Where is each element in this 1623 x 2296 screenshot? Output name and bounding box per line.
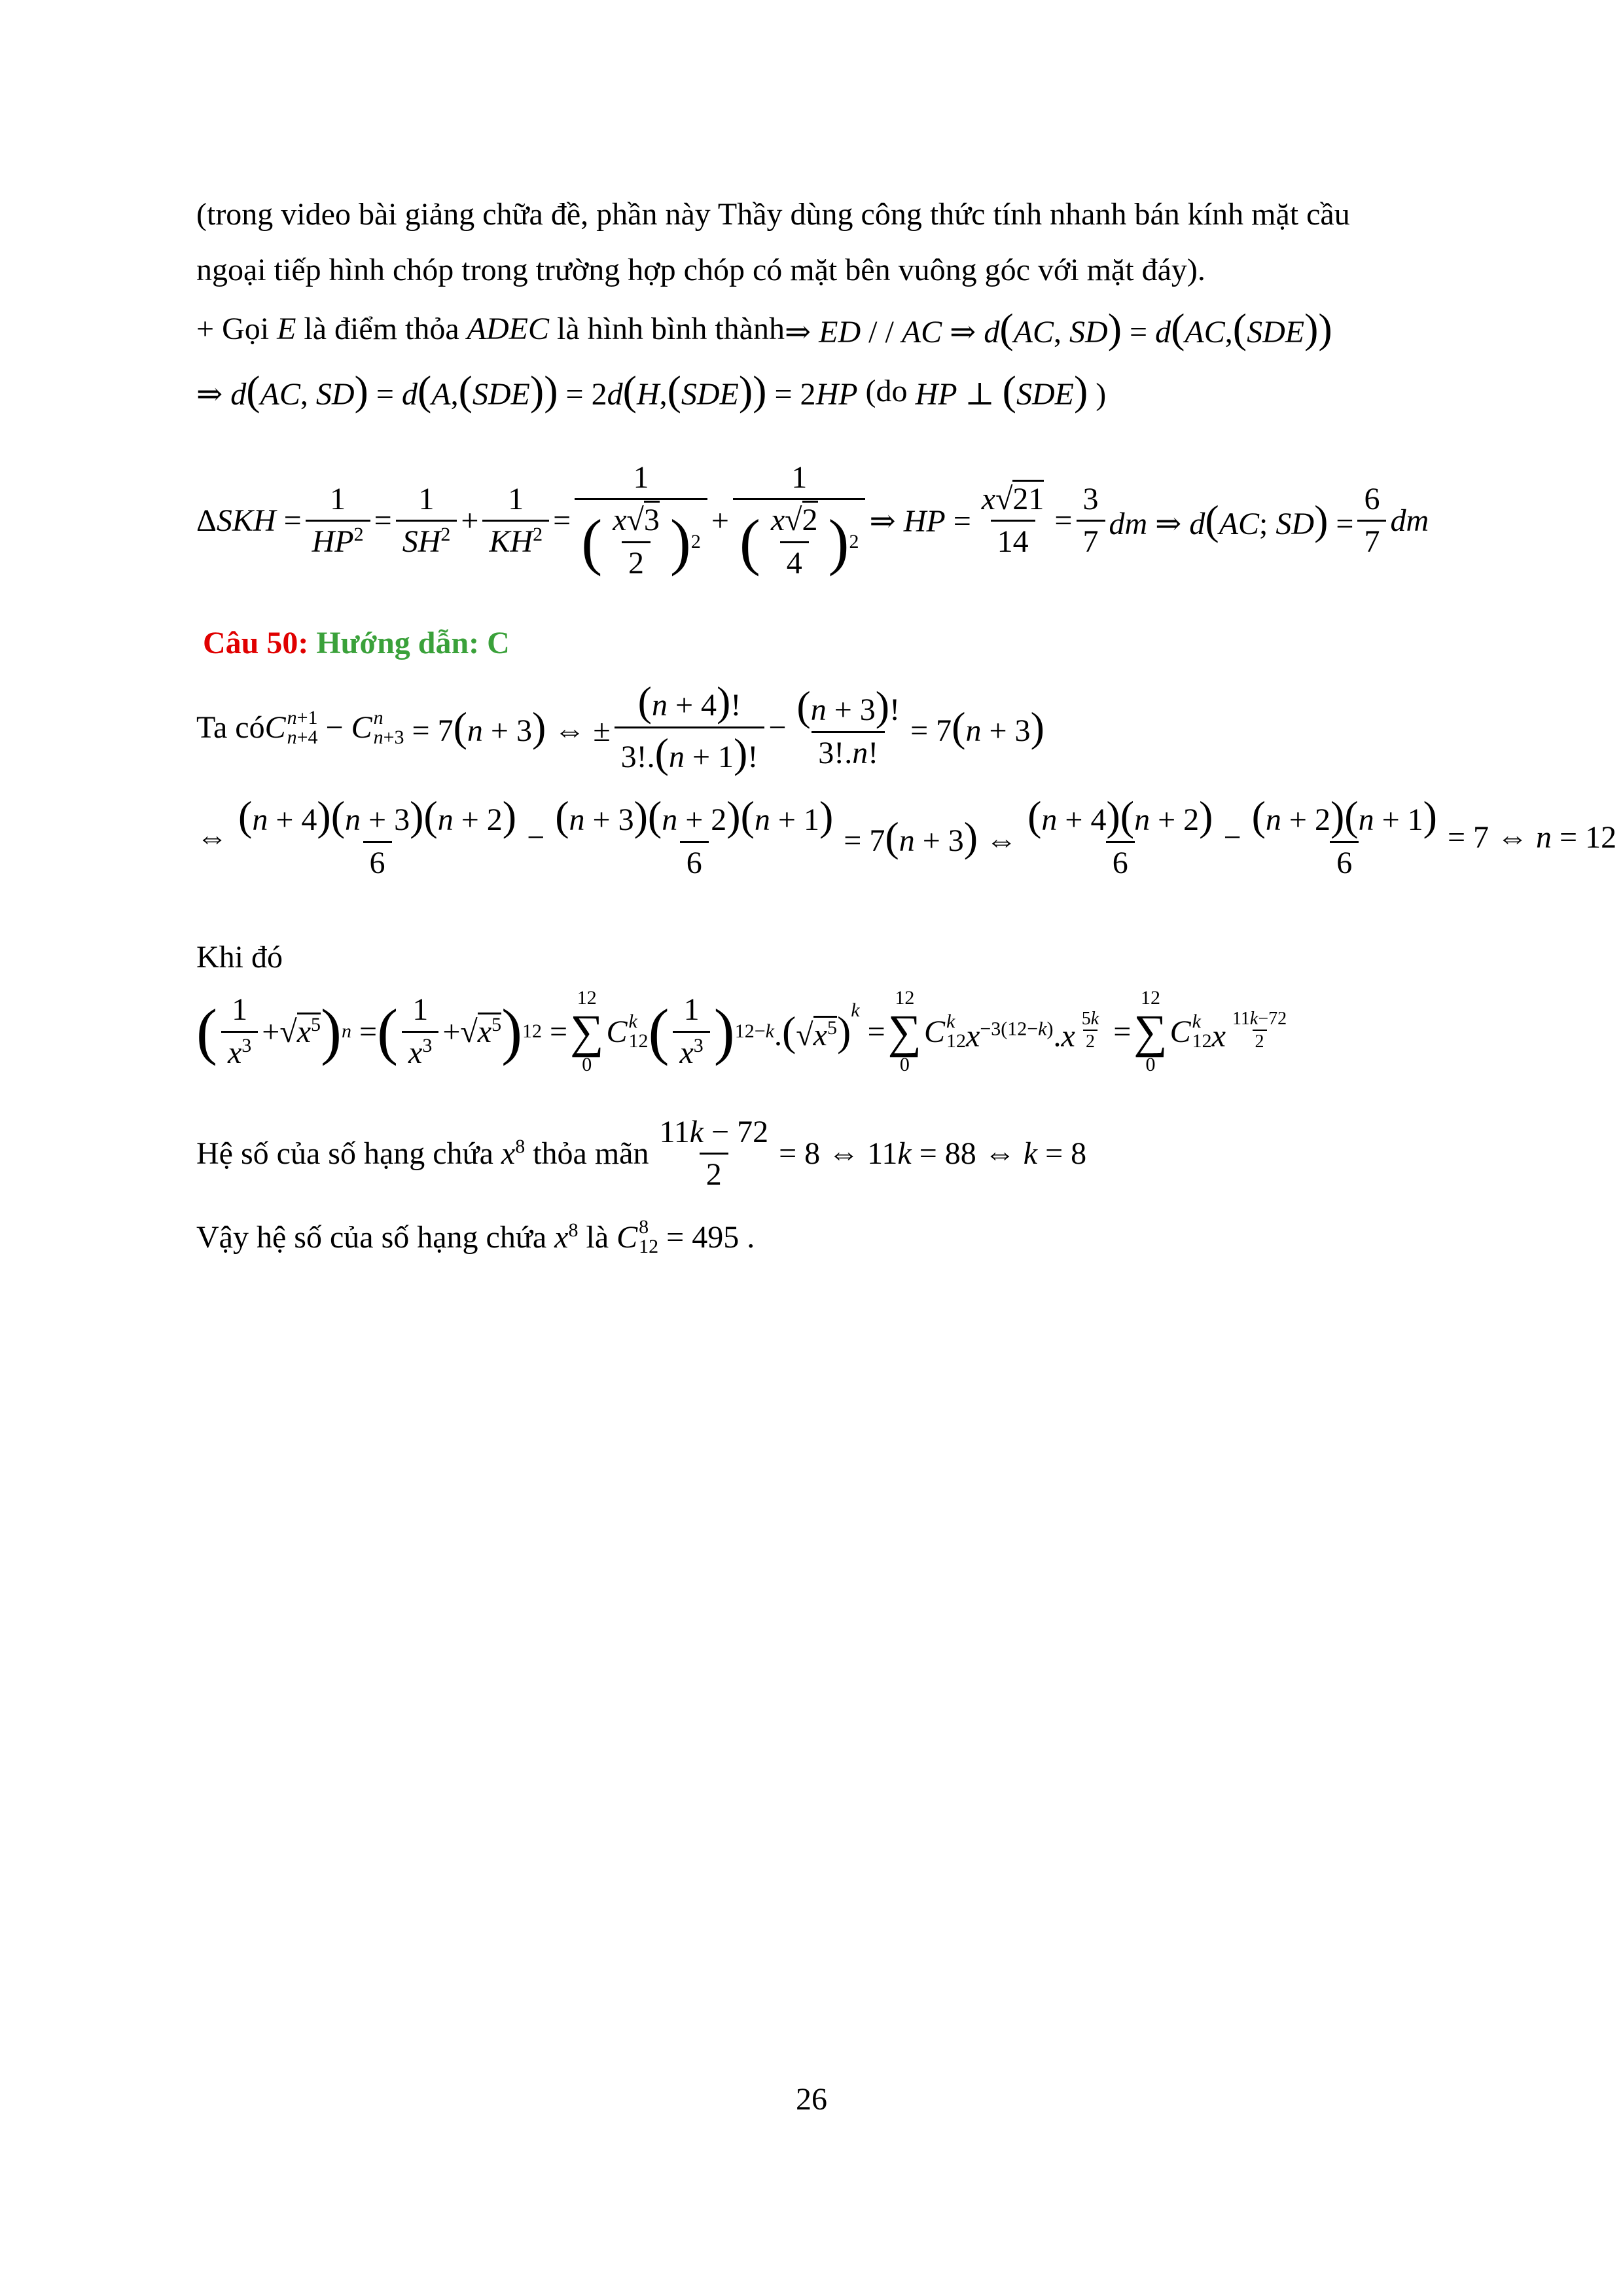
paragraph-khi-do	[196, 939, 283, 975]
text-vay: Vậy hệ số của số hạng chứa	[196, 1219, 547, 1255]
question-label: Câu 50:	[203, 626, 309, 660]
math-delta-skh: ΔSKH = $\frac{1}{HP^2}$ = $\frac{1}{SH^2}$ + $\frac{1}{KH^2}$ = 1 ( $\frac{x√3}{2}$ ) 2 + 1 ( $\frac{x√2}{4}$ ) 2 ⇒ HP = $\frac{x√21}{14}$ = $\frac{3}{7}$ dm ⇒ d(AC; SD) = $\frac{6}{7}$ dm	[196, 460, 1429, 581]
text-line-2: ngoại tiếp hình chóp trong trường hợp chóp có mặt bên vuông góc với mặt đáy).	[196, 253, 1205, 287]
paragraph-line-2	[196, 252, 1205, 288]
text-diem-thoa: là điểm thỏa	[304, 312, 459, 346]
text-do: (do	[865, 374, 908, 408]
math-equivalence: ⇔ $\frac{(n + 4)(n + 3)(n + 2)}{6}$ − $\frac{(n + 3)(n + 2)(n + 1)}{6}$ = 7(n + 3) ⇔ $\frac{(n + 4)(n + 2)}{6}$ − $\frac{(n + 2)(n + 1)}{6}$ = 7 ⇔ n = 12	[196, 793, 1617, 880]
question-answer: Hướng dẫn: C	[316, 626, 510, 660]
text-la: là	[586, 1219, 609, 1255]
math-E: E	[277, 312, 296, 346]
math-expr-1: ⇒ ED / / AC ⇒ d(AC, SD) = d(AC,(SDE))	[784, 305, 1332, 351]
result-value: 495	[692, 1219, 740, 1255]
text-ta-co: Ta có	[196, 710, 265, 745]
text-hinh-binh-thanh: là hình bình thành	[557, 312, 785, 346]
text-thoa-man: thỏa mãn	[533, 1136, 649, 1172]
math-ADEC: ADEC	[467, 312, 549, 346]
math-expr-3: HP ⊥ (SDE) )	[915, 367, 1107, 414]
math-binomial-expansion: ( $\frac{1}{x^3}$ $+√x^5$ ) n = ( $\frac{1}{x^3}$ $+√x^5$ ) 12 = 12 ∑ 0 C k 12 ( $\frac{1}{x^3}$ ) 12−k $.(√x^5)^k$ = 12 ∑ 0 C k 12 $x^{-3(12-k)}.x$ $^{\frac{5k}{2}}$ = 12 ∑ 0 C k 12 x $^{\frac{11k-72}{2}}$	[196, 987, 1287, 1075]
text-line-1: (trong video bài giảng chữa đề, phần này Thầy dùng công thức tính nhanh bán kính mặt cầu	[196, 197, 1350, 232]
text-khi-do: Khi đó	[196, 940, 283, 975]
paragraph-line-4	[196, 367, 1107, 414]
paragraph-line-1	[196, 196, 1350, 232]
paragraph-he-so: Hệ số của số hạng chứa $x^8$ thỏa mãn $\frac{11k - 72}{2}$ = 8 ⇔ 11k = 88 ⇔ k = 8	[196, 1115, 1087, 1193]
math-ta-co: Ta có C n+1 n+4 − C n n+3 = 7(n + 3) ⇔ ± $\frac{(n + 4)!}{3!.(n + 1)!}$ − $\frac{(n + 3)!}{3!.n!}$ = 7(n + 3)	[196, 678, 1044, 776]
period: .	[747, 1219, 755, 1255]
paragraph-vay: Vậy hệ số của số hạng chứa $x^8$ là C 8 12 = 495 .	[196, 1216, 755, 1257]
text-he-so: Hệ số của số hạng chứa	[196, 1136, 493, 1172]
paragraph-line-3	[196, 305, 1332, 351]
question-heading	[203, 625, 510, 661]
page-number: 26	[796, 2082, 827, 2117]
math-expr-2: ⇒ d(AC, SD) = d(A,(SDE)) = 2d(H,(SDE)) = 2HP	[196, 367, 858, 414]
text-goi: + Gọi	[196, 312, 270, 346]
